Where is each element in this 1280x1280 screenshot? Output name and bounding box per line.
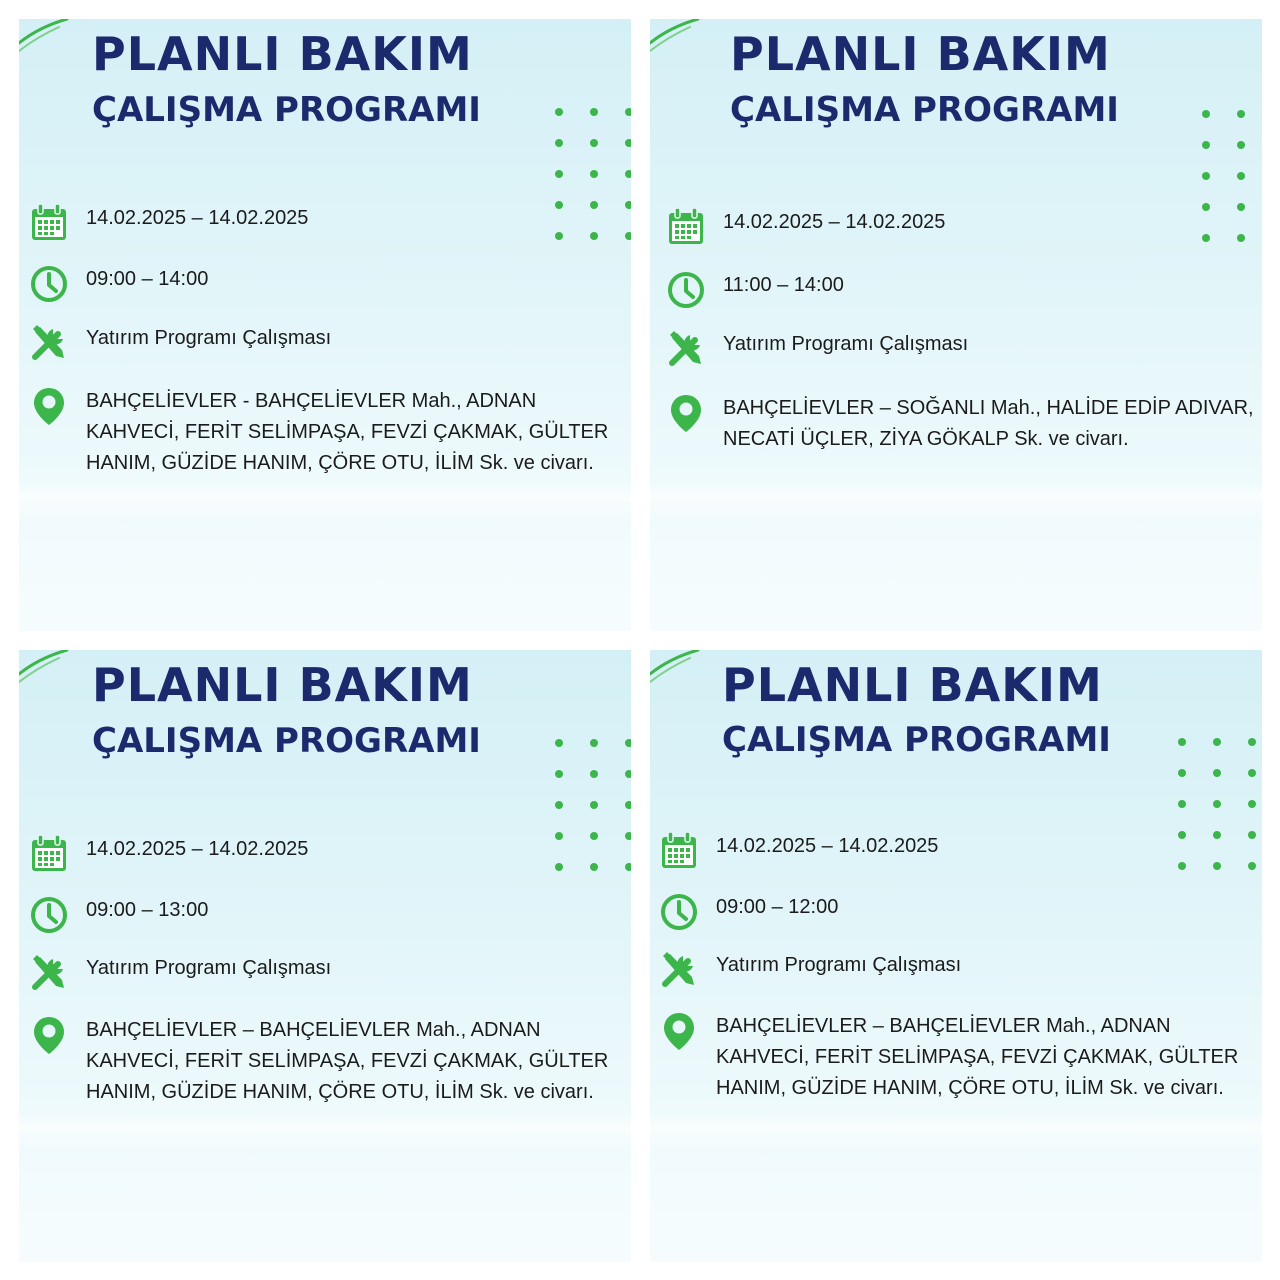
- corner-swoosh-decoration: [650, 650, 710, 690]
- date-range: 14.02.2025 – 14.02.2025: [723, 211, 946, 233]
- address: BAHÇELİEVLER - BAHÇELİEVLER Mah., ADNAN KAHVECİ, FERİT SELİMPAŞA, FEVZİ ÇAKMAK, GÜLTER HANIM, GÜZİDE HANIM, ÇÖRE OTU, İLİM Sk. ve civarı.: [86, 390, 609, 474]
- dot-grid-decoration: [1177, 737, 1262, 897]
- work-type-row: [659, 950, 961, 990]
- work-type-row: [29, 323, 331, 363]
- date-row: [29, 203, 308, 243]
- card-subtitle: ÇALIŞMA PROGRAMI: [730, 90, 1119, 130]
- dot-grid-decoration: [554, 738, 631, 898]
- time-range: 09:00 – 14:00: [86, 268, 209, 290]
- date-row: [659, 831, 938, 871]
- card-subtitle: ÇALIŞMA PROGRAMI: [92, 721, 481, 761]
- tools-icon: [666, 329, 706, 369]
- tools-icon: [659, 950, 699, 990]
- address-row: [666, 393, 1262, 455]
- date-range: 14.02.2025 – 14.02.2025: [86, 207, 309, 229]
- address-row: [29, 386, 631, 479]
- maintenance-card-1: [19, 19, 631, 631]
- address: BAHÇELİEVLER – BAHÇELİEVLER Mah., ADNAN KAHVECİ, FERİT SELİMPAŞA, FEVZİ ÇAKMAK, GÜLTER HANIM, GÜZİDE HANIM, ÇÖRE OTU, İLİM Sk. ve civarı.: [86, 1019, 609, 1103]
- maintenance-card-3: [19, 650, 631, 1262]
- time-row: [666, 270, 844, 310]
- work-type: Yatırım Programı Çalışması: [86, 957, 332, 979]
- address: BAHÇELİEVLER – SOĞANLI Mah., HALİDE EDİP ADIVAR, NECATİ ÜÇLER, ZİYA GÖKALP Sk. ve civarı.: [723, 397, 1254, 450]
- clock-icon: [29, 264, 69, 304]
- light-streak-decoration: [19, 481, 631, 521]
- calendar-icon: [29, 203, 69, 243]
- location-pin-icon: [29, 386, 69, 426]
- light-streak-decoration: [650, 1112, 1262, 1152]
- work-type: Yatırım Programı Çalışması: [723, 333, 969, 355]
- date-row: [29, 834, 308, 874]
- calendar-icon: [659, 831, 699, 871]
- address: BAHÇELİEVLER – BAHÇELİEVLER Mah., ADNAN KAHVECİ, FERİT SELİMPAŞA, FEVZİ ÇAKMAK, GÜLTER HANIM, GÜZİDE HANIM, ÇÖRE OTU, İLİM Sk. ve civarı.: [716, 1015, 1239, 1099]
- dot-grid-decoration: [554, 107, 631, 267]
- card-subtitle: ÇALIŞMA PROGRAMI: [92, 90, 481, 130]
- clock-icon: [29, 895, 69, 935]
- address-row: [659, 1011, 1261, 1104]
- time-range: 09:00 – 12:00: [716, 896, 839, 918]
- location-pin-icon: [29, 1015, 69, 1055]
- time-row: [29, 264, 208, 304]
- maintenance-card-2: [650, 19, 1262, 631]
- tools-icon: [29, 323, 69, 363]
- work-type: Yatırım Programı Çalışması: [86, 327, 332, 349]
- card-title: PLANLI BAKIM: [722, 658, 1103, 712]
- card-title: PLANLI BAKIM: [92, 658, 473, 712]
- card-title: PLANLI BAKIM: [730, 27, 1111, 81]
- clock-icon: [659, 892, 699, 932]
- time-range: 09:00 – 13:00: [86, 899, 209, 921]
- time-row: [29, 895, 208, 935]
- work-type: Yatırım Programı Çalışması: [716, 954, 962, 976]
- location-pin-icon: [666, 393, 706, 433]
- date-range: 14.02.2025 – 14.02.2025: [86, 838, 309, 860]
- corner-swoosh-decoration: [650, 19, 710, 59]
- date-range: 14.02.2025 – 14.02.2025: [716, 835, 939, 857]
- card-title: PLANLI BAKIM: [92, 27, 473, 81]
- calendar-icon: [666, 207, 706, 247]
- time-row: [659, 892, 838, 932]
- dot-grid-decoration: [1201, 109, 1262, 269]
- date-row: [666, 207, 945, 247]
- card-subtitle: ÇALIŞMA PROGRAMI: [722, 720, 1111, 760]
- tools-icon: [29, 953, 69, 993]
- work-type-row: [666, 329, 968, 369]
- maintenance-card-4: [650, 650, 1262, 1262]
- clock-icon: [666, 270, 706, 310]
- time-range: 11:00 – 14:00: [723, 274, 844, 296]
- calendar-icon: [29, 834, 69, 874]
- address-row: [29, 1015, 631, 1108]
- corner-swoosh-decoration: [19, 19, 79, 59]
- location-pin-icon: [659, 1011, 699, 1051]
- corner-swoosh-decoration: [19, 650, 79, 690]
- light-streak-decoration: [650, 481, 1262, 521]
- light-streak-decoration: [19, 1112, 631, 1152]
- work-type-row: [29, 953, 331, 993]
